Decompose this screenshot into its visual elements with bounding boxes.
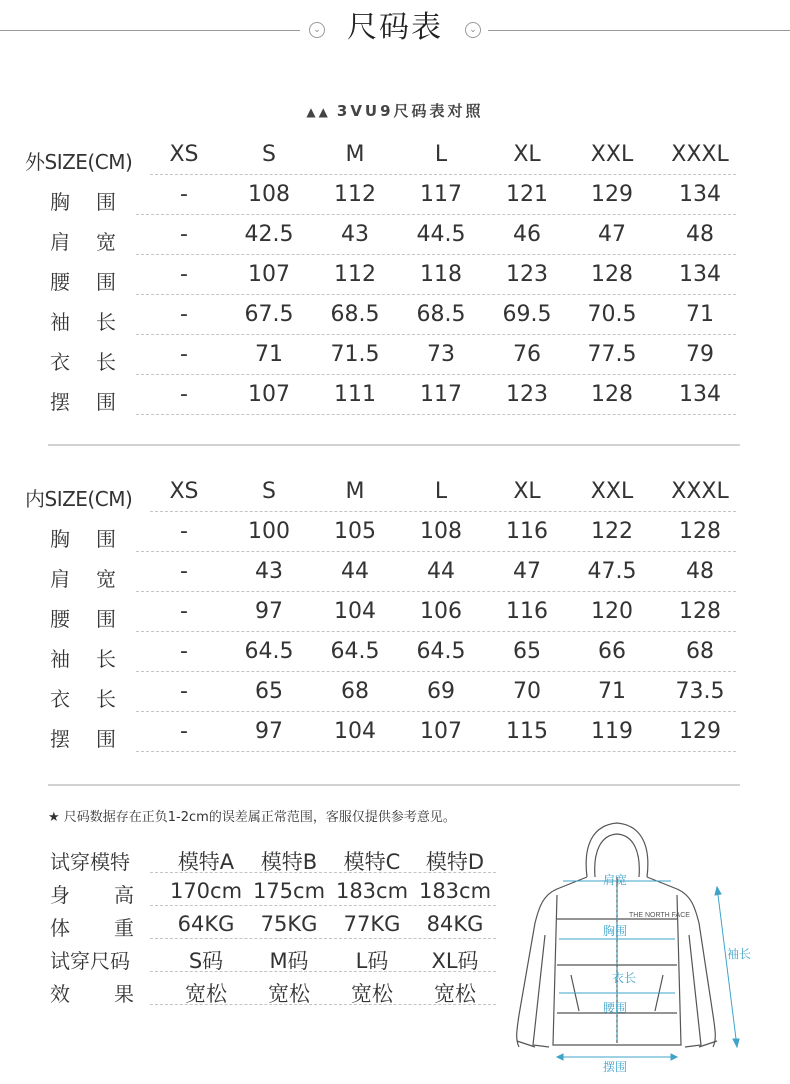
- label-char: 围: [96, 390, 116, 414]
- row-divider: [150, 1004, 496, 1005]
- table-cell: 65: [255, 679, 283, 704]
- page-title: 尺码表: [347, 10, 443, 45]
- section-divider: [48, 784, 740, 786]
- fitting-row-label: 试穿尺码: [50, 949, 130, 973]
- table-cell: 97: [255, 599, 283, 624]
- table-cell: -: [180, 222, 188, 247]
- waist-label: 腰围: [603, 1001, 628, 1015]
- subtitle-text: 3VU9尺码表对照: [336, 102, 484, 120]
- fitting-row-label: 试穿模特: [50, 850, 130, 874]
- brand-logo: THE NORTH FACE: [629, 912, 690, 919]
- table-cell: -: [180, 519, 188, 544]
- row-divider: [136, 711, 736, 712]
- size-header-row: [0, 138, 790, 178]
- row-label: [50, 603, 116, 632]
- table-cell: 73: [427, 342, 455, 367]
- label-char: 重: [114, 916, 134, 940]
- table-cell: 68: [341, 679, 369, 704]
- table-cell: 46: [513, 222, 541, 247]
- table-cell: 47: [513, 559, 541, 584]
- size-header-cell: XXXL: [671, 142, 729, 167]
- table-row: [0, 555, 790, 595]
- size-header-cell: M: [345, 142, 365, 167]
- table-row: [0, 675, 790, 715]
- row-divider: [150, 511, 736, 512]
- fitting-cell: 75KG: [260, 912, 318, 936]
- label-char: 衣: [50, 350, 70, 374]
- table-cell: 65: [513, 639, 541, 664]
- table-cell: 117: [420, 182, 462, 207]
- table-cell: 134: [679, 182, 721, 207]
- table-label: 内SIZE(CM): [25, 487, 133, 511]
- table-cell: 134: [679, 262, 721, 287]
- table-cell: 64.5: [244, 639, 294, 664]
- table-cell: 128: [679, 519, 721, 544]
- table-cell: 129: [591, 182, 633, 207]
- row-divider: [136, 671, 736, 672]
- fitting-row-label: [50, 912, 134, 941]
- table-cell: 69: [427, 679, 455, 704]
- table-cell: 104: [334, 599, 376, 624]
- table-cell: 116: [506, 599, 548, 624]
- table-cell: 128: [679, 599, 721, 624]
- table-cell: 116: [506, 519, 548, 544]
- table-subtitle: [0, 100, 790, 121]
- table-cell: 47.5: [587, 559, 637, 584]
- table-cell: 70.5: [587, 302, 637, 327]
- table-cell: 107: [248, 262, 290, 287]
- table-cell: 118: [420, 262, 462, 287]
- table-cell: -: [180, 639, 188, 664]
- table-cell: 68.5: [416, 302, 466, 327]
- hem-label: 摆围: [603, 1060, 628, 1074]
- table-cell: 107: [420, 719, 462, 744]
- fitting-cell: 183cm: [418, 879, 492, 903]
- fitting-cell: 模特B: [260, 850, 318, 874]
- fitting-row: [0, 974, 520, 1007]
- table-cell: -: [180, 302, 188, 327]
- table-cell: 97: [255, 719, 283, 744]
- label-char: 肩: [50, 230, 70, 254]
- row-divider: [136, 631, 736, 632]
- fitting-cell: 170cm: [169, 879, 243, 903]
- label-char: 效: [50, 982, 70, 1006]
- table-cell: 68: [686, 639, 714, 664]
- fitting-row: [0, 908, 520, 941]
- disclaimer-note: ★ 尺码数据存在正负1-2cm的误差属正常范围，客服仅提供参考意见。: [48, 810, 456, 825]
- table-cell: 104: [334, 719, 376, 744]
- table-cell: 105: [334, 519, 376, 544]
- label-char: 高: [114, 883, 134, 907]
- chest-label: 胸围: [603, 924, 628, 938]
- header-right-line: [488, 30, 790, 31]
- fitting-row: [0, 875, 520, 908]
- table-cell: 112: [334, 262, 376, 287]
- size-header-cell: XL: [513, 142, 541, 167]
- label-char: 袖: [50, 647, 70, 671]
- table-row: [0, 515, 790, 555]
- fitting-cell: XL码: [431, 949, 479, 973]
- row-divider: [136, 751, 736, 752]
- table-cell: 71.5: [330, 342, 380, 367]
- row-divider: [150, 872, 496, 873]
- row-divider: [136, 334, 736, 335]
- chevron-down-icon: ⌄: [309, 22, 325, 38]
- label-char: 长: [96, 687, 116, 711]
- table-cell: 67.5: [244, 302, 294, 327]
- fitting-cell: L码: [355, 949, 389, 973]
- table-cell: 112: [334, 182, 376, 207]
- table-cell: 100: [248, 519, 290, 544]
- table-cell: 43: [341, 222, 369, 247]
- fitting-cell: 宽松: [185, 982, 227, 1006]
- table-row: [0, 715, 790, 755]
- label-char: 围: [96, 527, 116, 551]
- table-cell: 108: [420, 519, 462, 544]
- sleeve-length-label: 袖长: [727, 947, 752, 961]
- table-cell: 69.5: [502, 302, 552, 327]
- row-label: [50, 186, 116, 215]
- table-row: [0, 298, 790, 338]
- table-cell: -: [180, 342, 188, 367]
- table-cell: 108: [248, 182, 290, 207]
- fitting-row: [0, 842, 520, 875]
- label-char: 长: [96, 647, 116, 671]
- size-header-row: [0, 475, 790, 515]
- label-char: 围: [96, 607, 116, 631]
- size-header-cell: XXL: [590, 142, 634, 167]
- table-cell: 44: [427, 559, 455, 584]
- row-divider: [150, 971, 496, 972]
- table-cell: 44.5: [416, 222, 466, 247]
- row-label: [50, 266, 116, 295]
- fitting-row-label: [50, 978, 134, 1007]
- table-cell: 70: [513, 679, 541, 704]
- table-cell: 79: [686, 342, 714, 367]
- table-cell: 77.5: [587, 342, 637, 367]
- label-char: 摆: [50, 727, 70, 751]
- table-cell: 66: [598, 639, 626, 664]
- section-divider: [48, 444, 740, 446]
- table-row: [0, 595, 790, 635]
- table-cell: 107: [248, 382, 290, 407]
- table-cell: 115: [506, 719, 548, 744]
- table-cell: 42.5: [244, 222, 294, 247]
- row-divider: [136, 591, 736, 592]
- label-char: 身: [50, 883, 70, 907]
- fitting-cell: 宽松: [268, 982, 310, 1006]
- size-header-cell: L: [434, 142, 448, 167]
- row-divider: [150, 938, 496, 939]
- table-cell: 123: [506, 262, 548, 287]
- row-divider: [150, 174, 736, 175]
- label-char: 衣: [50, 687, 70, 711]
- jacket-diagram: [505, 815, 780, 1080]
- size-header-cell: XXL: [590, 479, 634, 504]
- fitting-table: [0, 842, 520, 1012]
- table-cell: 128: [591, 262, 633, 287]
- table-cell: 64.5: [330, 639, 380, 664]
- table-cell: 76: [513, 342, 541, 367]
- row-divider: [136, 551, 736, 552]
- table-cell: 117: [420, 382, 462, 407]
- size-header-cell: XS: [169, 479, 199, 504]
- label-char: 果: [114, 982, 134, 1006]
- label-char: 长: [96, 310, 116, 334]
- row-label: [50, 346, 116, 375]
- fitting-cell: 模特D: [425, 850, 485, 874]
- table-cell: 44: [341, 559, 369, 584]
- fitting-row-label: [50, 879, 134, 908]
- size-header-cell: S: [262, 479, 276, 504]
- label-char: 腰: [50, 270, 70, 294]
- table-cell: 121: [506, 182, 548, 207]
- table-cell: -: [180, 182, 188, 207]
- row-label: [50, 306, 116, 335]
- row-label: [50, 523, 116, 552]
- label-char: 围: [96, 190, 116, 214]
- fitting-cell: 175cm: [252, 879, 326, 903]
- size-header-cell: S: [262, 142, 276, 167]
- label-char: 宽: [96, 230, 116, 254]
- fitting-cell: 宽松: [434, 982, 476, 1006]
- table-cell: -: [180, 559, 188, 584]
- table-cell: 73.5: [675, 679, 725, 704]
- table-cell: -: [180, 599, 188, 624]
- row-divider: [136, 374, 736, 375]
- size-header-cell: L: [434, 479, 448, 504]
- table-row: [0, 218, 790, 258]
- label-char: 围: [96, 270, 116, 294]
- table-cell: 47: [598, 222, 626, 247]
- table-cell: 128: [591, 382, 633, 407]
- table-row: [0, 338, 790, 378]
- label-char: 袖: [50, 310, 70, 334]
- label-char: 胸: [50, 527, 70, 551]
- fitting-cell: 模特A: [177, 850, 235, 874]
- fitting-row: [0, 941, 520, 974]
- table-cell: 64.5: [416, 639, 466, 664]
- row-divider: [136, 214, 736, 215]
- label-char: 摆: [50, 390, 70, 414]
- table-row: [0, 635, 790, 675]
- table-cell: 71: [686, 302, 714, 327]
- fitting-cell: S码: [188, 949, 224, 973]
- table-cell: -: [180, 382, 188, 407]
- size-header-cell: M: [345, 479, 365, 504]
- table-cell: 48: [686, 222, 714, 247]
- fitting-cell: 64KG: [177, 912, 235, 936]
- table-cell: 43: [255, 559, 283, 584]
- label-char: 胸: [50, 190, 70, 214]
- row-label: [50, 723, 116, 752]
- label-char: 肩: [50, 567, 70, 591]
- table-row: [0, 258, 790, 298]
- label-char: 体: [50, 916, 70, 940]
- row-label: [50, 386, 116, 415]
- row-label: [50, 683, 116, 712]
- table-cell: 71: [598, 679, 626, 704]
- table-cell: 119: [591, 719, 633, 744]
- fitting-cell: M码: [269, 949, 309, 973]
- row-divider: [150, 905, 496, 906]
- size-header-cell: XS: [169, 142, 199, 167]
- label-char: 宽: [96, 567, 116, 591]
- fitting-cell: 183cm: [335, 879, 409, 903]
- table-cell: 134: [679, 382, 721, 407]
- table-cell: 68.5: [330, 302, 380, 327]
- table-cell: 122: [591, 519, 633, 544]
- fitting-cell: 宽松: [351, 982, 393, 1006]
- row-label: [50, 226, 116, 255]
- label-char: 腰: [50, 607, 70, 631]
- table-row: [0, 378, 790, 418]
- table-cell: 71: [255, 342, 283, 367]
- chevron-down-icon: ⌄: [465, 22, 481, 38]
- mountain-icon: ▲▲: [306, 105, 331, 119]
- size-header-cell: XL: [513, 479, 541, 504]
- length-label: 衣长: [612, 971, 637, 985]
- row-divider: [136, 414, 736, 415]
- table-cell: 120: [591, 599, 633, 624]
- table-cell: 123: [506, 382, 548, 407]
- table-cell: -: [180, 719, 188, 744]
- table-row: [0, 178, 790, 218]
- size-header-cell: XXXL: [671, 479, 729, 504]
- shoulder-width-label: 肩宽: [603, 873, 628, 887]
- table-cell: -: [180, 679, 188, 704]
- fitting-cell: 84KG: [426, 912, 484, 936]
- row-label: [50, 563, 116, 592]
- row-label: [50, 643, 116, 672]
- fitting-cell: 77KG: [343, 912, 401, 936]
- table-cell: 48: [686, 559, 714, 584]
- fitting-cell: 模特C: [343, 850, 401, 874]
- table-cell: 129: [679, 719, 721, 744]
- table-label: 外SIZE(CM): [25, 150, 133, 174]
- table-cell: -: [180, 262, 188, 287]
- row-divider: [136, 254, 736, 255]
- table-cell: 106: [420, 599, 462, 624]
- label-char: 围: [96, 727, 116, 751]
- row-divider: [136, 294, 736, 295]
- label-char: 长: [96, 350, 116, 374]
- table-cell: 111: [334, 382, 376, 407]
